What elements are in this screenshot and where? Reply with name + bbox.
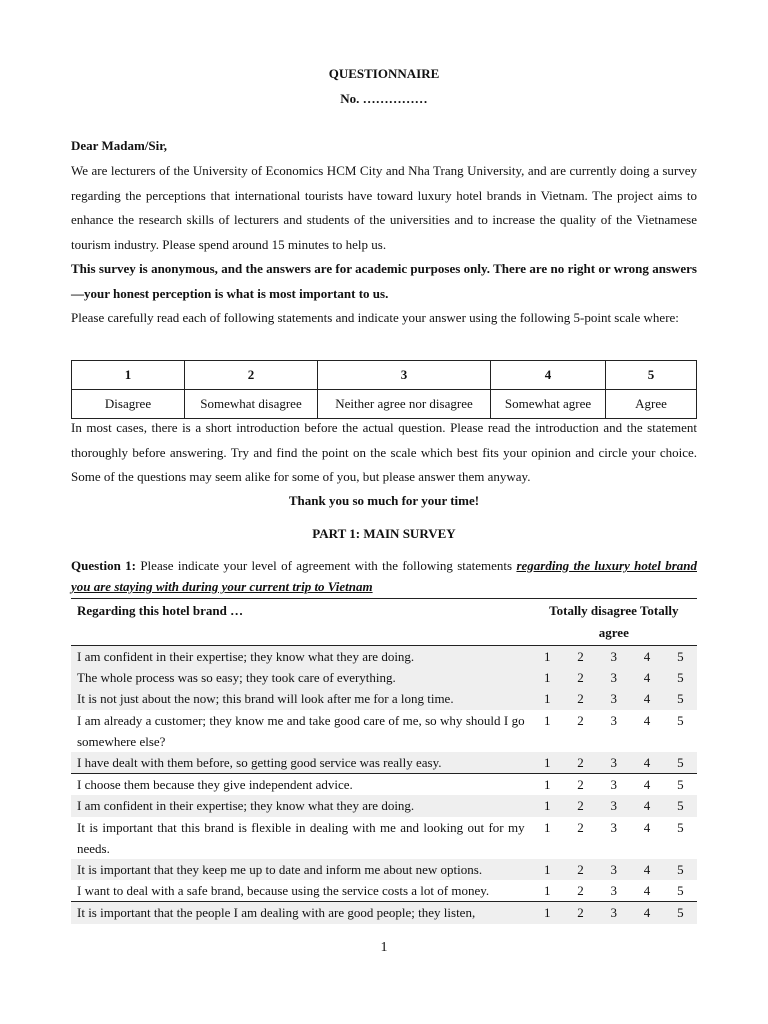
rating-option[interactable]: 4 [630, 774, 663, 796]
scale-column-header: Totally disagree Totally agree [531, 599, 697, 646]
scale-label: Agree [606, 390, 697, 419]
answer-instructions: In most cases, there is a short introduction before the actual question. Please read the introduction and the statement thoroughly before answering. Try and find the point on the scale which best fits your opinion and circle your choice. Some of the questions may seem alike for some of you, but please answer them anyway. [71, 420, 697, 485]
rating-option[interactable]: 4 [643, 819, 651, 835]
statement-text: I have dealt with them before, so getting good service was really easy. [71, 752, 531, 774]
rating-option[interactable]: 5 [664, 688, 697, 709]
rating-scale-table [71, 360, 697, 419]
scale-label: Neither agree nor disagree [318, 390, 491, 419]
rating-option[interactable]: 3 [597, 774, 630, 796]
scale-number: 5 [606, 361, 697, 390]
rating-option[interactable]: 4 [630, 902, 663, 924]
statement-text: I want to deal with a safe brand, because using the service costs a lot of money. [77, 883, 490, 899]
rating-option[interactable]: 4 [630, 795, 663, 816]
rating-option[interactable]: 5 [677, 712, 684, 728]
rating-option[interactable]: 3 [597, 859, 630, 880]
page-number: 1 [380, 940, 388, 955]
question-label: Question 1: [71, 558, 136, 573]
rating-option[interactable]: 3 [610, 819, 618, 835]
scale-labels-row [72, 390, 697, 419]
rating-option[interactable]: 1 [531, 688, 564, 709]
rating-option[interactable]: 3 [597, 902, 630, 924]
rating-option[interactable]: 5 [677, 883, 684, 899]
rating-option[interactable]: 4 [630, 646, 663, 668]
table-row [71, 646, 697, 668]
statement-text: It is important that the people I am dealing with are good people; they listen, [71, 902, 531, 924]
scale-label: Disagree [72, 390, 185, 419]
rating-option[interactable]: 2 [577, 883, 584, 899]
rating-option[interactable]: 1 [531, 646, 564, 668]
rating-option[interactable]: 3 [610, 883, 618, 899]
greeting: Dear Madam/Sir, [71, 138, 168, 153]
statement-text: It is important that this brand is flexible in dealing with me and looking out for my needs. [77, 819, 525, 856]
rating-option[interactable]: 5 [664, 646, 697, 668]
statements-body [71, 646, 697, 924]
rating-option[interactable]: 3 [597, 646, 630, 668]
document-title: QUESTIONNAIRE [328, 66, 440, 81]
intro-paragraph: We are lecturers of the University of Economics HCM City and Nha Trang University, and are currently doing a survey regarding the perceptions that international tourists have toward luxury hotel brands in Vietnam. The project aims to enhance the research skills of lecturers and students of the universities and to increase the quality of the Vietnamese tourism industry. Please spend around 15 minutes to help us. [71, 163, 697, 252]
scale-number: 1 [72, 361, 185, 390]
rating-option[interactable]: 5 [664, 902, 697, 924]
rating-option[interactable]: 3 [610, 712, 618, 728]
rating-option[interactable]: 2 [564, 774, 597, 796]
rating-option[interactable]: 2 [564, 795, 597, 816]
rating-option[interactable]: 2 [564, 752, 597, 774]
rating-option[interactable]: 4 [630, 859, 663, 880]
thank-you-note: Thank you so much for your time! [288, 493, 480, 508]
table-row [71, 752, 697, 774]
table-row [71, 880, 697, 902]
scale-number: 3 [318, 361, 491, 390]
rating-option[interactable]: 2 [564, 688, 597, 709]
table-row [71, 667, 697, 688]
question-emphasis: regarding the luxury hotel brand you are staying with during your current trip to Vietnam [71, 558, 697, 594]
rating-option[interactable]: 1 [543, 712, 551, 728]
statements-column-header: Regarding this hotel brand … [71, 599, 531, 646]
rating-option[interactable]: 1 [531, 667, 564, 688]
rating-option[interactable]: 1 [531, 902, 564, 924]
rating-option[interactable]: 1 [543, 819, 551, 835]
rating-option[interactable]: 3 [597, 667, 630, 688]
rating-option[interactable]: 1 [531, 774, 564, 796]
rating-option[interactable]: 4 [630, 752, 663, 774]
rating-option[interactable]: 2 [577, 712, 584, 728]
rating-option[interactable]: 5 [664, 774, 697, 796]
scale-label: Somewhat agree [491, 390, 606, 419]
table-row [71, 902, 697, 924]
part-heading: PART 1: MAIN SURVEY [312, 526, 456, 541]
rating-option[interactable]: 2 [564, 667, 597, 688]
statements-table [71, 598, 697, 924]
rating-option[interactable]: 1 [543, 883, 551, 899]
rating-option[interactable]: 5 [677, 819, 684, 835]
rating-option[interactable]: 1 [531, 752, 564, 774]
rating-option[interactable]: 4 [630, 667, 663, 688]
rating-option[interactable]: 5 [664, 667, 697, 688]
question-1 [71, 555, 697, 597]
table-row [71, 795, 697, 816]
table-row [71, 859, 697, 880]
rating-option[interactable]: 2 [577, 819, 584, 835]
rating-option[interactable]: 3 [597, 795, 630, 816]
questionnaire-number: No. …………… [340, 91, 428, 106]
scale-number: 2 [185, 361, 318, 390]
question-text: Please indicate your level of agreement with the following statements [140, 558, 513, 573]
statement-text: I am confident in their expertise; they know what they are doing. [71, 795, 531, 816]
statement-text: I am confident in their expertise; they know what they are doing. [71, 646, 531, 668]
rating-option[interactable]: 1 [531, 795, 564, 816]
table-row [71, 710, 697, 752]
statement-text: It is not just about the now; this brand will look after me for a long time. [71, 688, 531, 709]
rating-option[interactable]: 5 [664, 795, 697, 816]
anonymity-notice: This survey is anonymous, and the answers are for academic purposes only. There are no right or wrong answers—your honest perception is what is most important to us. [71, 261, 697, 301]
rating-option[interactable]: 2 [564, 902, 597, 924]
scale-number: 4 [491, 361, 606, 390]
statement-text: It is important that they keep me up to date and inform me about new options. [71, 859, 531, 880]
rating-option[interactable]: 4 [630, 688, 663, 709]
rating-option[interactable]: 5 [664, 859, 697, 880]
statements-header-row [71, 599, 697, 646]
instructions-paragraph: Please carefully read each of following statements and indicate your answer using the following 5-point scale where: [71, 310, 679, 325]
rating-option[interactable]: 5 [664, 752, 697, 774]
scale-numbers-row [72, 361, 697, 390]
scale-label: Somewhat disagree [185, 390, 318, 419]
rating-option[interactable]: 1 [531, 859, 564, 880]
statement-text: The whole process was so easy; they took care of everything. [71, 667, 531, 688]
rating-option[interactable]: 3 [597, 688, 630, 709]
table-row [71, 688, 697, 709]
rating-option[interactable]: 2 [564, 859, 597, 880]
rating-option[interactable]: 3 [597, 752, 630, 774]
rating-option[interactable]: 2 [564, 646, 597, 668]
statement-text: I am already a customer; they know me and take good care of me, so why should I go somewhere else? [77, 712, 525, 749]
rating-option[interactable]: 4 [643, 883, 651, 899]
rating-option[interactable]: 4 [643, 712, 651, 728]
table-row [71, 817, 697, 859]
table-row [71, 774, 697, 796]
statement-text: I choose them because they give independent advice. [71, 774, 531, 796]
